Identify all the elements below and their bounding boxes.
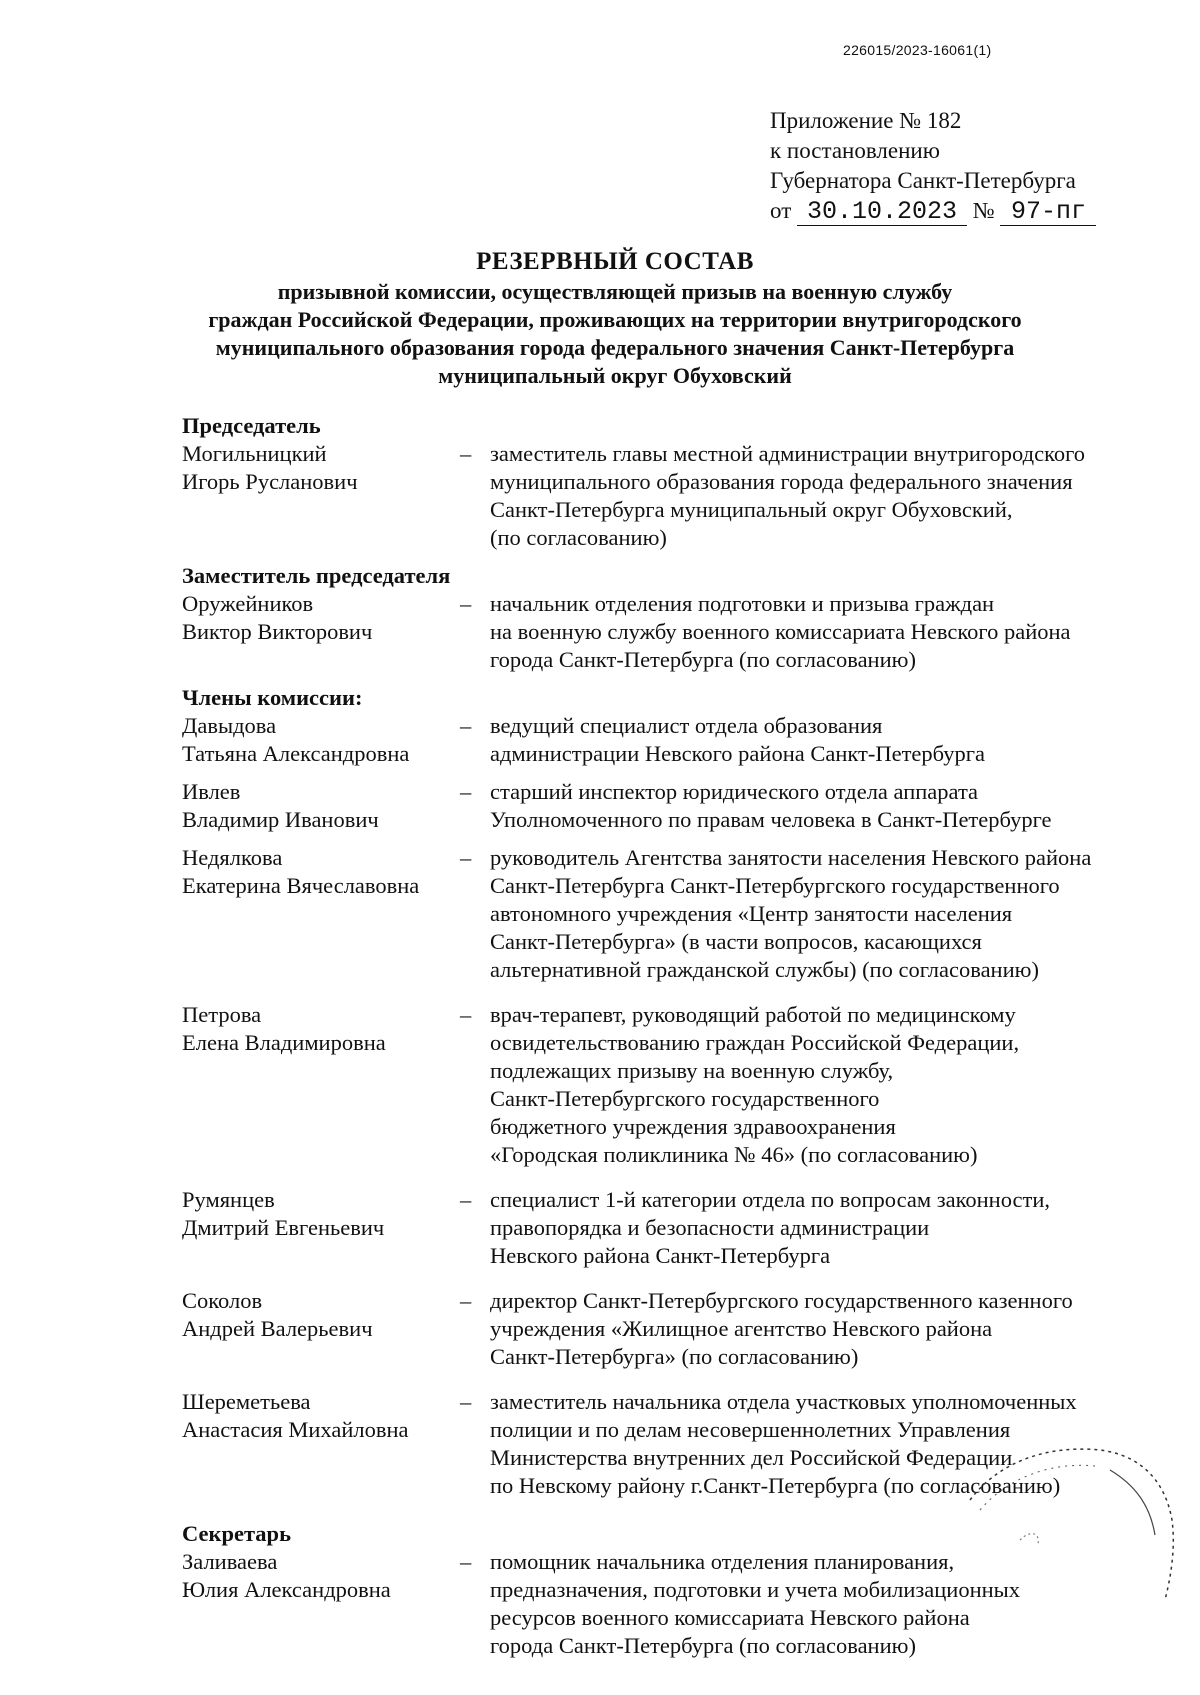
subtitle-line: призывной комиссии, осуществляющей призыв на военную службу	[277, 279, 953, 304]
annex-line-3: Губернатора Санкт-Петербурга	[770, 168, 1076, 193]
member-name: Заливаева Юлия Александровна	[182, 1549, 391, 1602]
annex-line-1: Приложение № 182	[770, 108, 962, 133]
member-name: Оружейников Виктор Викторович	[182, 591, 373, 644]
member-name: Соколов Андрей Валерьевич	[182, 1288, 373, 1341]
dash-separator: –	[460, 1389, 472, 1414]
member-role: начальник отделения подготовки и призыва граждан на военную службу военного комиссариата Невского района города Санкт-Петербурга (по согласованию)	[490, 591, 1071, 672]
member-name: Петрова Елена Владимировна	[182, 1002, 386, 1055]
document-id: 226015/2023-16061(1)	[843, 42, 992, 58]
member-row	[182, 778, 1162, 834]
subtitle-line: муниципальный округ Обуховский	[438, 363, 792, 388]
member-name: Шереметьева Анастасия Михайловна	[182, 1389, 409, 1442]
member-row	[182, 440, 1162, 552]
dash-separator: –	[460, 845, 472, 870]
member-name: Недялкова Екатерина Вячеславовна	[182, 845, 420, 898]
member-name: Давыдова Татьяна Александровна	[182, 713, 410, 766]
dash-separator: –	[460, 1002, 472, 1027]
member-row	[182, 1001, 1162, 1169]
member-name: Могильницкий Игорь Русланович	[182, 441, 358, 494]
member-row	[182, 712, 1162, 768]
dash-separator: –	[460, 1288, 472, 1313]
member-row	[182, 590, 1162, 674]
member-role: директор Санкт-Петербургского государственного казенного учреждения «Жилищное агентство Невского района Санкт-Петербурга» (по согласованию)	[490, 1288, 1073, 1369]
annex-line-2: к постановлению	[770, 138, 940, 163]
subtitle-line: муниципального образования города федерального значения Санкт-Петербурга	[215, 335, 1015, 360]
dash-separator: –	[460, 591, 472, 616]
member-row	[182, 1186, 1162, 1270]
member-name: Румянцев Дмитрий Евгеньевич	[182, 1187, 385, 1240]
annex-number-prefix: №	[972, 198, 995, 223]
section-title-members: Члены комиссии:	[182, 685, 363, 710]
member-role: старший инспектор юридического отдела аппарата Уполномоченного по правам человека в Санкт-Петербурге	[490, 779, 1052, 832]
annex-date: 30.10.2023	[797, 199, 967, 226]
member-row	[182, 844, 1162, 984]
dash-separator: –	[460, 779, 472, 804]
subtitle-line: граждан Российской Федерации, проживающих на территории внутригородского	[208, 307, 1022, 332]
annex-number: 97-пг	[1000, 199, 1096, 226]
annex-block	[770, 106, 1096, 226]
dash-separator: –	[460, 1549, 472, 1574]
annex-date-line	[770, 196, 1096, 226]
member-role: специалист 1-й категории отдела по вопросам законности, правопорядка и безопасности администрации Невского района Санкт-Петербурга	[490, 1187, 1050, 1268]
stamp-mark-icon	[960, 1440, 1180, 1610]
dash-separator: –	[460, 713, 472, 738]
member-role: врач-терапевт, руководящий работой по медицинскому освидетельствованию граждан Российской Федерации, подлежащих призыву на военную службу, Санкт-Петербургского государственного бюджетного учреждения здравоохранения «Городская поликлиника № 46» (по согласованию)	[490, 1002, 1020, 1167]
section-title-secretary: Секретарь	[182, 1521, 291, 1546]
title-block	[150, 246, 1080, 390]
section-title-deputy: Заместитель председателя	[182, 563, 451, 588]
document-title: РЕЗЕРВНЫЙ СОСТАВ	[476, 248, 754, 275]
annex-date-prefix: от	[770, 198, 792, 223]
section-title-chair: Председатель	[182, 413, 321, 438]
member-role: ведущий специалист отдела образования администрации Невского района Санкт-Петербурга	[490, 713, 985, 766]
member-role: заместитель главы местной администрации внутригородского муниципального образования города федерального значения Санкт-Петербурга муниципальный округ Обуховский, (по согласованию)	[490, 441, 1086, 550]
member-role: руководитель Агентства занятости населения Невского района Санкт-Петербурга Санкт-Петербургского государственного автономного учреждения «Центр занятости населения Санкт-Петербурга» (в части вопросов, касающихся альтернативной гражданской службы) (по согласованию)	[490, 845, 1092, 982]
member-role: помощник начальника отделения планирования, предназначения, подготовки и учета мобилизационных ресурсов военного комиссариата Невского района города Санкт-Петербурга (по согласованию)	[490, 1549, 1021, 1658]
dash-separator: –	[460, 1187, 472, 1212]
member-row	[182, 1287, 1162, 1371]
dash-separator: –	[460, 441, 472, 466]
member-name: Ивлев Владимир Иванович	[182, 779, 379, 832]
member-role: заместитель начальника отдела участковых уполномоченных полиции и по делам несовершеннолетних Управления Министерства внутренних дел Российской Федерации по Невскому району г.Санкт-Петербурга (по согласованию)	[490, 1389, 1077, 1498]
